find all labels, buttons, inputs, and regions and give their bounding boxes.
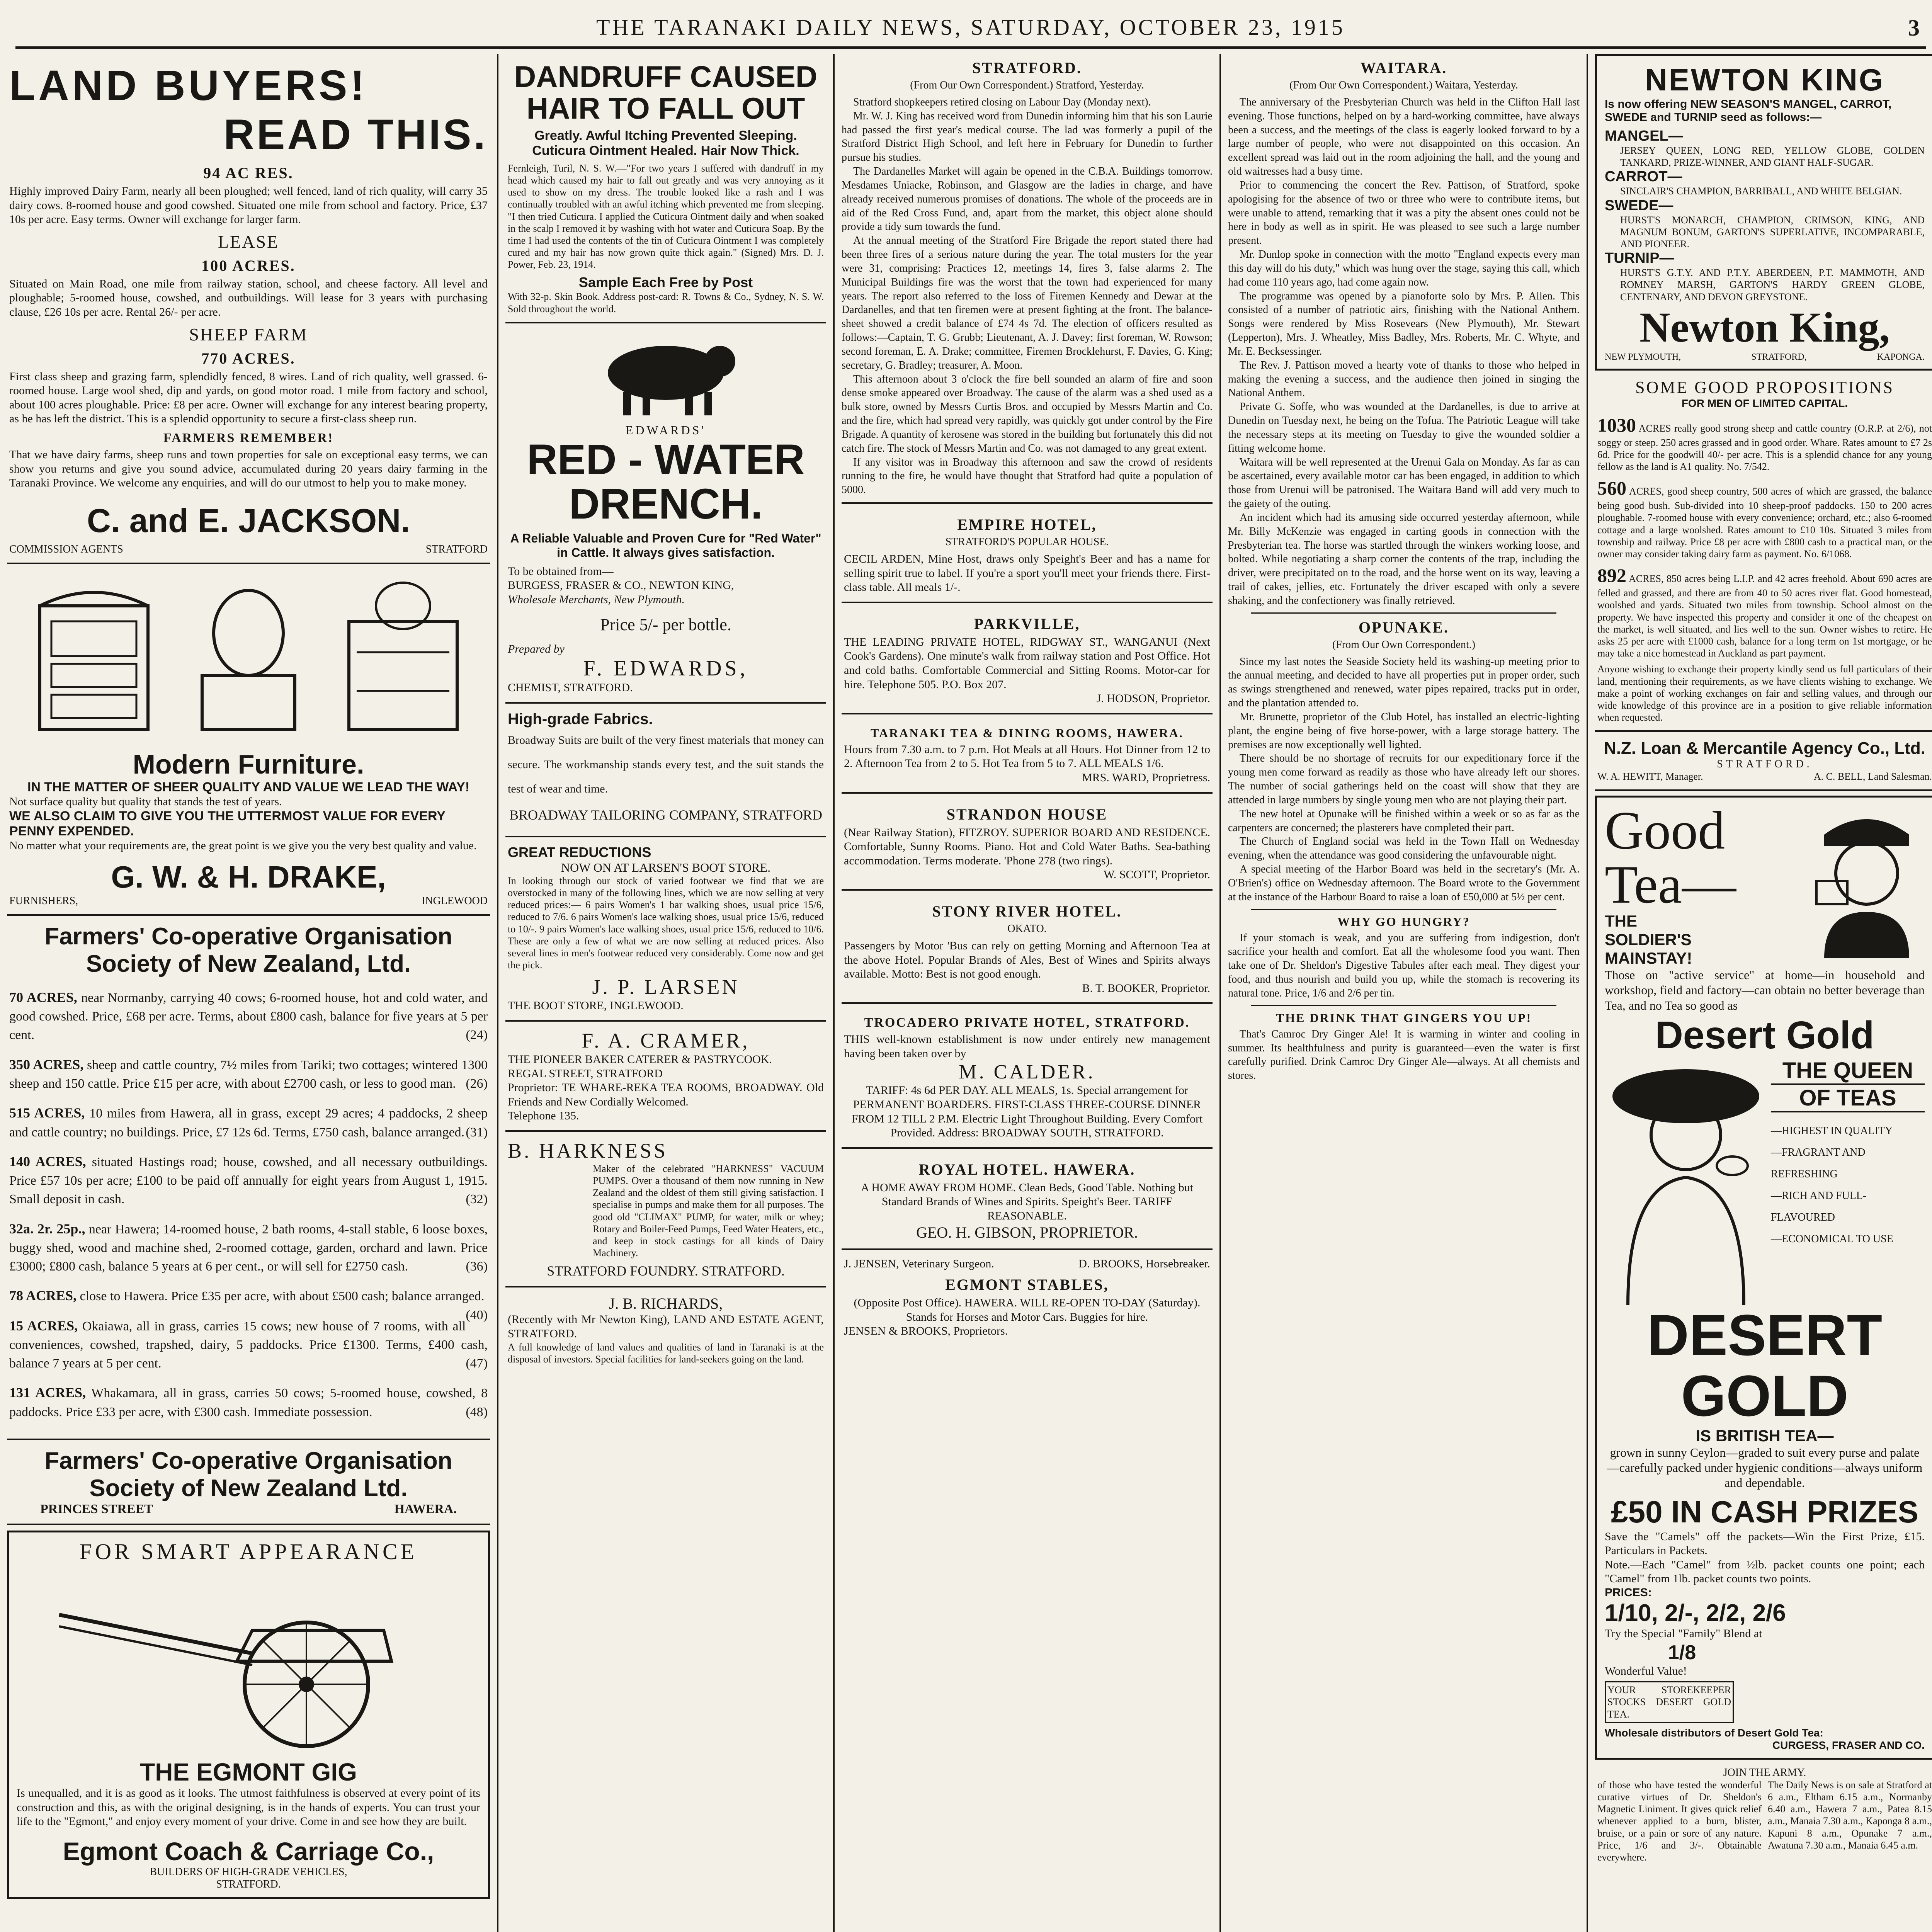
- remember-head: FARMERS REMEMBER!: [163, 430, 334, 445]
- lease-acres: 100 ACRES.: [201, 257, 296, 274]
- trocadero-owner: M. CALDER.: [959, 1061, 1095, 1083]
- prop-head: SOME GOOD PROPOSITIONS: [1635, 378, 1894, 397]
- tea-body: Those on "active service" at home—in household and workshop, field and factory—can obtain no better beverage than Tea, and no Tea so good as: [1605, 968, 1925, 1012]
- prop-footer: Anyone wishing to exchange their property kindly send us full particulars of their land, mentioning their requirements, as we have clients wishing to exchange. We make a point of working exchanges on fair and selling values, and through our wide knowledge of this province are in a position to give reliable information when requested.: [1597, 663, 1932, 723]
- tea-rooms-name: TARANAKI TEA & DINING ROOMS, HAWERA.: [871, 726, 1184, 740]
- drench-head: RED - WATER DRENCH.: [527, 435, 805, 528]
- drench-from: To be obtained from—: [508, 565, 614, 578]
- army-body: of those who have tested the wonderful curative virtues of Dr. Sheldon's Magnetic Liniment. It gives quick relief whenever applied to a burn, blister, bruise, or a pain or sore of any nature. Price, 1/6 and 3/-. Obtainable everywhere.: [1597, 1779, 1762, 1863]
- proposition-acres: 892: [1597, 565, 1626, 587]
- tea-point-1: —HIGHEST IN QUALITY: [1771, 1124, 1893, 1137]
- stony-body: Passengers by Motor 'Bus can rely on getting Morning and Afternoon Tea at the above Hotel. Popular Brands of Ales, Best of Wines and Spirits always available. Motto: Best is not good enough.: [844, 939, 1210, 981]
- strandon-prop: W. SCOTT, Proprietor.: [1104, 868, 1210, 881]
- taranaki-tea-rooms-ad: [842, 714, 1213, 794]
- fabrics-body: Broadway Suits are built of the very finest materials that money can secure. The workmanship stands every test, and the suit stands the test of wear and time.: [508, 733, 824, 795]
- listing-item: [9, 1316, 488, 1373]
- news-paragraph: The Dardanelles Market will again be opened in the C.B.A. Buildings tomorrow. Mesdames Uniacke, Robinson, and Glasgow are the ladies in charge, and have already received numerous promises of donations. The whole of the proceeds are in aid of the Red Cross Fund, and, apart from the market, this object alone should provide a tidy sum towards the fund.: [842, 165, 1213, 233]
- coop2-addr-b: HAWERA.: [394, 1502, 457, 1516]
- furniture-head: Modern Furniture.: [133, 749, 364, 779]
- news-paragraph: The programme was opened by a pianoforte solo by Mrs. P. Allen. This consisted of a number of patriotic airs, finishing with the National Anthem. Songs were rendered by Miss Rosevears (New Plymouth), Mr. Stewart (Lepperton), Mrs. J. Wheatley, Miss Badley, Mrs. Roberts, Mr. C. Whyte, and Mr. E. Becksessinger.: [1228, 290, 1580, 357]
- drench-chemist-sub: CHEMIST, STRATFORD.: [508, 681, 633, 694]
- listing-list: [9, 988, 488, 1422]
- proposition-acres: 560: [1597, 477, 1626, 499]
- furniture-line-3: WE ALSO CLAIM TO GIVE YOU THE UTTERMOST VALUE FOR EVERY PENNY EXPENDED.: [9, 809, 446, 839]
- gig-body: Is unequalled, and it is as good as it looks. The utmost faithfulness is observed at every point of its construction and this, as with the original designing, is in the hands of experts. You can trust your life to the "Egmont," and enjoy every moment of your drive. Come in and see how they are built.: [17, 1786, 480, 1828]
- tea-prices: 1/10, 2/-, 2/2, 2/6: [1605, 1600, 1786, 1626]
- opunake-article: [1228, 655, 1580, 904]
- dandruff-head: DANDRUFF CAUSED HAIR TO FALL OUT: [514, 60, 818, 125]
- stony-prop: B. T. BOOKER, Proprietor.: [1082, 981, 1210, 995]
- army-liniment-ad: [1595, 1760, 1932, 1870]
- tea-wonder: Wonderful Value!: [1605, 1664, 1687, 1677]
- tea-note: Note.—Each "Camel" from ½lb. packet counts one point; each "Camel" from 1lb. packet counts two points.: [1605, 1558, 1925, 1585]
- red-water-drench-ad: [505, 323, 826, 704]
- land-title-b: READ THIS.: [223, 111, 488, 158]
- coop2-addr-a: PRINCES STREET: [40, 1502, 153, 1516]
- stables-vet: J. JENSEN, Veterinary Surgeon.: [844, 1257, 994, 1270]
- listing-title: 515 ACRES,: [9, 1105, 85, 1121]
- tea-save: Save the "Camels" off the packets—Win the First Prize, £15. Particulars in Packets.: [1605, 1530, 1925, 1557]
- listing-item: [9, 1286, 488, 1322]
- fabrics-head: High-grade Fabrics.: [508, 710, 653, 728]
- listing-ref: (24): [466, 1028, 488, 1043]
- drench-agents: BURGESS, FRASER & CO., NEWTON KING,: [508, 579, 734, 592]
- news-paragraph: This afternoon about 3 o'clock the fire bell sounded an alarm of fire and soon dense smoke appeared over Broadway. The cause of the alarm was a shed used as a bulk store, owned by Messrs Curtis Bros. and occupied by Messrs Martin and Co. and the fire, which had spread very rapidly, was quickly got under control by the Fire Brigade. A quantity of kerosene was stored in the building but fortunately this did not catch fire. The stock of Messrs Martin and Co. was not damaged to any great extent.: [842, 373, 1213, 454]
- daily-news-notice: The Daily News is on sale at Stratford at 6 a.m., Eltham 6.15 a.m., Normanby 6.40 a.m., Hawera 7 a.m., Patea 8.15 a.m., Manaia 7.30 a.m., Kaponga 8 a.m., Kapuni 8 a.m., Opunake 7 a.m., Awatuna 7.30 a.m., Manaia 6.45 a.m.: [1768, 1779, 1932, 1851]
- column-ads-right: [1588, 54, 1932, 1932]
- news-paragraph: If any visitor was in Broadway this afternoon and saw the crowd of residents running to the fire, he would have thought that Stratford had quite a population of 5000.: [842, 456, 1213, 496]
- strandon-house-ad: [842, 794, 1213, 891]
- listing-title: 131 ACRES,: [9, 1385, 86, 1401]
- tea-mainstay-a: THE: [1605, 912, 1637, 930]
- proposition-acres: 1030: [1597, 414, 1636, 436]
- coop-head-2: Society of New Zealand, Ltd.: [86, 950, 411, 977]
- coop-listings-ad: [7, 916, 490, 1440]
- dandruff-sub: Greatly. Awful Itching Prevented Sleeping. Cuticura Ointment Healed. Hair Now Thick.: [532, 128, 799, 158]
- tea-point-2: —FRAGRANT AND REFRESHING: [1771, 1146, 1866, 1180]
- richards-name: J. B. RICHARDS,: [609, 1295, 723, 1313]
- listing-text: near Hawera; 14-roomed house, 2 bath rooms, 4-stall stable, 6 loose boxes, buggy shed, wood and machine shed, 2-roomed cottage, garden, orchard and lawn. Price £3000; £800 cash, balance 5 years at 6 per cent., or will sell for £2750 cash.: [9, 1222, 488, 1274]
- tea-point-3: —RICH AND FULL-FLAVOURED: [1771, 1189, 1867, 1223]
- tea-dg: Desert Gold: [1655, 1013, 1874, 1057]
- masthead-title: THE TARANAKI DAILY NEWS, SATURDAY, OCTOBER 23, 1915: [596, 14, 1345, 40]
- trocadero-tariff: TARIFF: 4s 6d PER DAY. ALL MEALS, 1s. Special arrangement for PERMANENT BOARDERS. FIRST-CLASS THREE-COURSE DINNER FROM 12 TILL 2 P.M. Electric Light Throughout Building. Every Comfort Provided. Address: BROADWAY SOUTH, STRATFORD.: [851, 1084, 1203, 1139]
- parkville-name: PARKVILLE,: [974, 615, 1080, 633]
- cramer-body: Proprietor: TE WHARE-REKA TEA ROOMS, BROADWAY. Old Friends and New Cordially Welcomed.: [508, 1081, 824, 1108]
- royal-body: A HOME AWAY FROM HOME. Clean Beds, Good Table. Nothing but Standard Brands of Wines and Spirits. Speight's Beer. TARIFF REASONABLE.: [861, 1181, 1194, 1223]
- lease-body: Situated on Main Road, one mile from railway station, school, and cheese factory. All level and ploughable; 5-roomed house, cowshed, and outbuildings. Will lease for 3 years with purchasing clause, £26 10s per acre. Rental 26/- per acre.: [9, 277, 488, 318]
- harkness-body: Maker of the celebrated "HARKNESS" VACUUM PUMPS. Over a thousand of them now running in New Zealand and the oldest of them still giving satisfaction. I specialise in pumps and make them for all purposes. The good old "CLIMAX" PUMP, for water, milk or whey; Rotary and Boiler-Feed Pumps, Feed Water Heaters, etc., and keep in stock castings for all kinds of Dairy Machinery.: [593, 1163, 824, 1259]
- nk-head: NEWTON KING: [1645, 63, 1885, 97]
- parkville-ad: [842, 603, 1213, 714]
- proposition-item: [1597, 476, 1932, 560]
- nk-turnip-list: HURST'S G.T.Y. AND P.T.Y. ABERDEEN, P.T. MAMMOTH, AND ROMNEY MARSH, GARTON'S HARDY GREEN GLOBE, CENTENARY, AND DEVON GREYSTONE.: [1620, 267, 1925, 303]
- listing-ref: (40): [466, 1308, 488, 1322]
- loan-name: N.Z. Loan & Mercantile Agency Co., Ltd.: [1604, 739, 1925, 758]
- tea-mainstay-c: MAINSTAY!: [1605, 949, 1692, 968]
- news-paragraph: The anniversary of the Presbyterian Church was held in the Clifton Hall last evening. Those functions, helped on by a hard-working committee, have always been a success, and the meetings of the class is eagerly looked forward to by a large number of people, who were not disappointed on this occasion. An excellent spread was laid out in the room adjoining the hall, and the young and old waitresses had a busy time.: [1228, 96, 1580, 178]
- cramer-tel: Telephone 135.: [508, 1109, 579, 1122]
- nk-carrot-list: SINCLAIR'S CHAMPION, BARRIBALL, AND WHITE BELGIAN.: [1620, 185, 1902, 197]
- nk-turnip: TURNIP—: [1605, 250, 1674, 267]
- trocadero-body: THIS well-known establishment is now under entirely new management having been taken over by: [844, 1033, 1210, 1060]
- tea-family: Try the Special "Family" Blend at: [1605, 1627, 1762, 1640]
- stony-river-hotel-ad: [842, 891, 1213, 1004]
- jackson-name: C. and E. JACKSON.: [87, 502, 410, 539]
- empire-sub: STRATFORD'S POPULAR HOUSE.: [945, 536, 1109, 548]
- farm1-head: 94 AC RES.: [203, 164, 294, 182]
- empire-body: CECIL ARDEN, Mine Host, draws only Speight's Beer and has a name for selling spirit true to label. If you're a sport you'll meet your friends there. First-class table. All meals 1/-.: [844, 553, 1210, 594]
- egmont-gig-ad: [7, 1531, 490, 1899]
- nk-sign: Newton King,: [1639, 303, 1890, 351]
- listing-ref: (36): [466, 1259, 488, 1274]
- drake-line-a: FURNISHERS,: [9, 895, 78, 907]
- empire-name: EMPIRE HOTEL,: [957, 516, 1097, 534]
- stony-town: OKATO.: [1007, 922, 1047, 935]
- tea-point-4: —ECONOMICAL TO USE: [1771, 1233, 1893, 1245]
- stables-prop: JENSEN & BROOKS, Proprietors.: [844, 1325, 1008, 1338]
- dandruff-body: Fernleigh, Turil, N. S. W.—"For two years I suffered with dandruff in my head which caused my hair to fall out greatly and was very annoying as it used to show on my dress. The trouble looked like a rash and I was continually troubled with an awful itching which prevented me from sleeping. "I then tried Cuticura. I applied the Cuticura Ointment daily and when soaked in the scalp I removed it by washing with hot water and Cuticura Soap. By the time I had used the contents of the tin of Cuticura Ointment I was completely cured and my hair has now grown quite thick again." (Signed) Mrs. D. J. Power, Feb. 23, 1914.: [508, 162, 824, 270]
- drench-agents-2: Wholesale Merchants, New Plymouth.: [508, 593, 685, 606]
- nk-town-3: KAPONGA.: [1877, 352, 1925, 362]
- listing-text: 10 miles from Hawera, all in grass, except 29 acres; 4 paddocks, 2 sheep and cattle country; no buildings. Price, £7 12s 6d. Terms, £750 cash, balance arranged.: [9, 1106, 488, 1139]
- tea-ceylon: grown in sunny Ceylon—graded to suit every purse and palate—carefully packed under hygienic conditions—always uniform and dependable.: [1607, 1445, 1923, 1490]
- news-paragraph: A special meeting of the Harbor Board was held in the secretary's (Mr. A. O'Brien's) office on Wednesday afternoon. The Board wrote to the Government at the instance of the Harbour Board to raise a loan of £50,000 at 5½ per cent.: [1228, 863, 1580, 903]
- gig-top: FOR SMART APPEARANCE: [79, 1539, 418, 1564]
- coop-head-1: Farmers' Co-operative Organisation: [44, 923, 452, 950]
- listing-item: [9, 1219, 488, 1276]
- gig-illustration-icon: [36, 1568, 461, 1754]
- reduction-body: In looking through our stock of varied footwear we find that we are overstocked in many of the following lines, which we are now selling at very reduced prices:— 6 pairs Women's 1 bar walking shoes, usual price 15/6, reduced to 7/6. 6 pairs Women's lace walking shoes, usual price 15/6, reduced to 10/-. 9 pairs Women's lace walking shoes, usual price 15/6, reduced to 10/6. These are only a few of what we are now selling at reduced prices. Also several lines in men's footwear reduced very considerably. Come now and get the pick.: [508, 875, 824, 971]
- furniture-line-1: IN THE MATTER OF SHEER QUALITY AND VALUE WE LEAD THE WAY!: [27, 779, 470, 794]
- listing-item: [9, 1103, 488, 1142]
- opunake-head: OPUNAKE.: [1359, 618, 1449, 636]
- sheep-head: SHEEP FARM: [189, 324, 308, 344]
- listing-ref: (32): [466, 1192, 488, 1207]
- opunake-sub: (From Our Own Correspondent.): [1332, 638, 1476, 651]
- page-number: 3: [1908, 15, 1922, 41]
- larsen-sub: THE BOOT STORE, INGLEWOOD.: [508, 999, 684, 1012]
- listing-title: 78 ACRES,: [9, 1288, 77, 1304]
- tea-good: Good Tea—: [1605, 801, 1736, 915]
- listing-text: Okaiawa, all in grass, carries 15 cows; new house of 7 rooms, with all conveniences, cowshed, trapshed, dairy, 5 paddocks. Price £1300. Terms, £400 cash, balance 7 years at 5 per cent.: [9, 1319, 488, 1371]
- soldier-illustration-icon: [1809, 804, 1925, 958]
- tea-wholesale: Wholesale distributors of Desert Gold Tea:: [1605, 1726, 1823, 1739]
- dandruff-offer-body: With 32-p. Skin Book. Address post-card: R. Towns & Co., Sydney, N. S. W. Sold throughout the world.: [508, 291, 824, 315]
- royal-hotel-ad: [842, 1149, 1213, 1250]
- harkness-ad: [505, 1132, 826, 1288]
- larsen-boots-ad: [505, 837, 826, 1022]
- parkville-prop: J. HODSON, Proprietor.: [1096, 692, 1210, 705]
- nk-town-1: NEW PLYMOUTH,: [1605, 352, 1681, 362]
- tea-rooms-prop: MRS. WARD, Proprietress.: [1082, 771, 1210, 784]
- listing-title: 15 ACRES,: [9, 1318, 78, 1333]
- richards-ad: [505, 1287, 826, 1372]
- listing-title: 350 ACRES,: [9, 1056, 84, 1072]
- listing-ref: (26): [466, 1076, 488, 1091]
- stratford-article: [842, 95, 1213, 497]
- nk-mangel: MANGEL—: [1605, 128, 1683, 144]
- waitara-head: WAITARA.: [1360, 59, 1447, 77]
- larsen-name: J. P. LARSEN: [592, 975, 740, 999]
- harkness-name: B. HARKNESS: [508, 1139, 668, 1162]
- proposition-item: [1597, 413, 1932, 473]
- bull-icon: [588, 334, 743, 419]
- coop2-head-2: Society of New Zealand Ltd.: [89, 1475, 408, 1502]
- listing-title: 140 ACRES,: [9, 1153, 86, 1169]
- cramer-sub: THE PIONEER BAKER CATERER & PASTRYCOOK.: [508, 1053, 772, 1066]
- lady-tea-illustration-icon: [1605, 1058, 1767, 1305]
- nz-loan-ad: [1595, 732, 1932, 791]
- cuticura-ad: [505, 54, 826, 323]
- broadway-tailoring-ad: [505, 704, 826, 837]
- loan-salesman: A. C. BELL, Land Salesman.: [1813, 771, 1932, 782]
- nk-intro: Is now offering NEW SEASON'S MANGEL, CARROT, SWEDE and TURNIP seed as follows:—: [1605, 98, 1892, 124]
- royal-prop: GEO. H. GIBSON, PROPRIETOR.: [916, 1223, 1138, 1241]
- proposition-item: [1597, 564, 1932, 659]
- gig-firm: Egmont Coach & Carriage Co.,: [63, 1837, 434, 1866]
- waitara-article: [1228, 95, 1580, 608]
- prop-sub: FOR MEN OF LIMITED CAPITAL.: [1681, 397, 1848, 409]
- desert-gold-tea-ad: [1595, 796, 1932, 1759]
- news-paragraph: An incident which had its amusing side occurred yesterday afternoon, while Mr. Billy McKenzie was engaged in carting goods in connection with the Presbyterian tea. The horse was startled through the winkers working loose, and bolted. While negotiating a sharp corner the contents of the trap, including the driver, were precipitated on to the road, and the horse went on its way, leaving a trail of cakes, jellies, etc. Fortunately the driver escaped with only a severe shaking, and the confectionery was finally retrieved.: [1228, 511, 1580, 607]
- listing-ref: (48): [466, 1405, 488, 1419]
- hungry-body: If your stomach is weak, and you are suffering from indigestion, don't sacrifice your health and comfort. Eat all the wholesome food you want. Then take one of Dr. Sheldon's Digestive Tabules after each meal. They digest your food, and thus nourish and build you up, while the stomach is recovering its natural tone. Price, 1/6 and 2/6 per tin.: [1228, 932, 1580, 999]
- furniture-line-4: No matter what your requirements are, the great point is we give you the very best quality and value.: [9, 839, 477, 852]
- news-paragraph: The Church of England social was held in the Town Hall on Wednesday evening, when the attendance was good considering the unfavourable night.: [1228, 835, 1580, 862]
- tea-rooms-body: Hours from 7.30 a.m. to 7 p.m. Hot Meals at all Hours. Hot Dinner from 12 to 2. Afternoon Tea from 2 to 5. Hot Tea from 5 to 7. ALL MEALS 1/6.: [844, 743, 1210, 770]
- tea-dg-big: DESERT GOLD: [1647, 1302, 1883, 1429]
- news-paragraph: Mr. W. J. King has received word from Dunedin informing him that his son Laurie had passed the first year's medical course. The lad was formerly a pupil of the Stratford District High School, and left here in February for Dunedin to further pursue his studies.: [842, 110, 1213, 164]
- jackson-line-b: STRATFORD: [425, 543, 488, 555]
- royal-name: ROYAL HOTEL. HAWERA.: [918, 1160, 1136, 1178]
- news-paragraph: Mr. Dunlop spoke in connection with the motto "England expects every man this day will do his duty," which was hung over the stage, saying this call, which had come 110 years ago, had come again now.: [1228, 248, 1580, 288]
- listing-text: near Normanby, carrying 40 cows; 6-roomed house, hot and cold water, and good cowshed. Price, £68 per acre. Terms, about £800 cash, balance for five years at 5 per cent.: [9, 990, 488, 1043]
- richards-sub: (Recently with Mr Newton King), LAND AND ESTATE AGENT, STRATFORD.: [508, 1313, 824, 1340]
- remember-body: That we have dairy farms, sheep runs and town properties for sale on exceptional easy terms, we can show you returns and give you sound advice, accumulated during 20 years dairy farming in the Taranaki Province. We welcome any enquiries, and will do our utmost to help you to make money.: [9, 448, 488, 490]
- reduction-head: GREAT REDUCTIONS: [508, 844, 651, 860]
- sheep-acres: 770 ACRES.: [201, 349, 296, 367]
- drench-chemist: F. EDWARDS,: [583, 656, 748, 681]
- nk-town-2: STRATFORD,: [1751, 352, 1807, 362]
- harkness-firm: STRATFORD FOUNDRY. STRATFORD.: [547, 1263, 785, 1279]
- listing-item: [9, 1055, 488, 1094]
- furniture-line-2: Not surface quality but quality that stands the test of years.: [9, 795, 282, 808]
- dandruff-offer: Sample Each Free by Post: [578, 274, 753, 291]
- news-paragraph: The new hotel at Opunake will be finished within a week or so as far as the carpenters are concerned; the plasterers have completed their part.: [1228, 808, 1580, 834]
- strandon-name: STRANDON HOUSE: [946, 805, 1108, 823]
- proposition-text: ACRES really good strong sheep and cattle country (O.R.P. at 2/6), not soggy or steep. 250 acres grassed and in good order. Whare. Rates amount to £7 2s 6d. Price for the goodwill 40/- per acre. This is a splendid chance for any young fellow as the land is A1 quality. No. 7/542.: [1597, 422, 1932, 473]
- farm1-body: Highly improved Dairy Farm, nearly all been ploughed; well fenced, land of rich quality, will carry 35 dairy cows. 8-roomed house and good cowshed. Situated one mile from school and factory. Price, £37 10s per acre. Easy terms. Owner will exchange for larger farm.: [9, 185, 488, 226]
- masthead: [15, 8, 1926, 49]
- prop-list: [1597, 413, 1932, 660]
- parkville-body: THE LEADING PRIVATE HOTEL, RIDGWAY ST., WANGANUI (Next Cook's Gardens). One minute's walk from railway station and Post Office. Hot and cold baths. Comfortable Commercial and Sitting Rooms. Motor-car for hire. Telephone 505. P.O. Box 207.: [844, 635, 1210, 691]
- trocadero-hotel-ad: [842, 1004, 1213, 1149]
- news-paragraph: The Rev. J. Pattison moved a hearty vote of thanks to those who helped in making the evening a success, and the audience then joined in singing the National Anthem.: [1228, 359, 1580, 399]
- furniture-illustration-icon: [17, 575, 480, 745]
- strandon-body: (Near Railway Station), FITZROY. SUPERIOR BOARD AND RESIDENCE. Comfortable, Sunny Rooms. Piano. Hot and Cold Water Baths. Sea-bathing accommodation. Terms moderate. 'Phone 278 (two rings).: [844, 826, 1210, 867]
- coop-address-ad: [7, 1440, 490, 1525]
- news-paragraph: Prior to commencing the concert the Rev. Pattison, of Stratford, spoke apologising for the absence of two or three who were to contribute items, but were unable to attend, remarking that it was a pity the absent ones could not be here in body as well as in spirit. He was pleased to see such a large number present.: [1228, 179, 1580, 247]
- nk-carrot: CARROT—: [1605, 168, 1682, 185]
- nk-swede-list: HURST'S MONARCH, CHAMPION, CRIMSON, KING, AND MAGNUM BONUM, GARTON'S SUPERLATIVE, INCOMPARABLE, AND PIONEER.: [1620, 214, 1925, 250]
- listing-text: Whakamara, all in grass, carries 50 cows; 5-roomed house, cowshed, 8 paddocks. Price £33 per acre, with £300 cash. Immediate possession.: [9, 1386, 488, 1419]
- coop2-head-1: Farmers' Co-operative Organisation: [44, 1447, 452, 1474]
- news-paragraph: Since my last notes the Seaside Society held its washing-up meeting prior to the annual meeting, and decided to have all properties put in proper order, such as swings strengthened and renewed, water pipes repaired, tracks put in order, and the plantation attended to.: [1228, 655, 1580, 709]
- empire-hotel-ad: [842, 502, 1213, 603]
- drench-price: Price 5/- per bottle.: [600, 615, 731, 634]
- proposition-text: ACRES, 850 acres being L.I.P. and 42 acres freehold. About 690 acres are felled and grassed, and there are from 40 to 50 acres river flat. Good homestead, woolshed and yards. Situated two miles from township. School almost on the property. We have inspected this property and consider it one of the cheapest on the market, is well situated, and lies well to the sun. Owner wishes to retire. He asks 25 per acre with £1000 cash, balance for a long term on 1st mortgage, or he may take a nice homestead in Auckland as part payment.: [1597, 573, 1932, 659]
- tea-prizes: £50 IN CASH PRIZES: [1611, 1494, 1918, 1529]
- hungry-head: WHY GO HUNGRY?: [1337, 914, 1470, 929]
- news-paragraph: Mr. Brunette, proprietor of the Club Hotel, has installed an electric-lighting plant, the engine being of five horse-power, with a large storage battery. The premises are now exceptionally well lighted.: [1228, 711, 1580, 751]
- loan-manager: W. A. HEWITT, Manager.: [1597, 771, 1703, 782]
- tea-british: IS BRITISH TEA—: [1696, 1426, 1834, 1445]
- army-head: JOIN THE ARMY.: [1723, 1766, 1806, 1779]
- land-title-a: LAND BUYERS!: [9, 62, 368, 109]
- egmont-stables-ad: [842, 1250, 1213, 1345]
- cramer-addr: REGAL STREET, STRATFORD: [508, 1067, 663, 1080]
- gig-firm-sub: BUILDERS OF HIGH-GRADE VEHICLES,: [150, 1866, 347, 1878]
- tea-prices-label: PRICES:: [1605, 1586, 1652, 1599]
- reduction-sub: NOW ON AT LARSEN'S BOOT STORE.: [561, 860, 771, 874]
- ginger-body: That's Camroc Dry Ginger Ale! It is warming in winter and cooling in summer. Its healthfulness and purity is guaranteed—even the water is first carefully purified. Drink Camroc Dry Ginger Ale—always. At all chemists and stores.: [1228, 1028, 1580, 1082]
- stables-name: EGMONT STABLES,: [945, 1276, 1109, 1294]
- fabrics-firm: BROADWAY TAILORING COMPANY, STRATFORD: [509, 807, 822, 823]
- edwards-tag: EDWARDS': [625, 423, 706, 437]
- listing-text: situated Hastings road; house, cowshed, and all necessary outbuildings. Price £57 10s per acre; £100 to be paid off annually for eight years from August 1, 1915. Small deposit in cash.: [9, 1155, 488, 1207]
- sheep-body: First class sheep and grazing farm, splendidly fenced, 8 wires. Land of rich quality, well grassed. 6-roomed house. Large wool shed, dip and yards, on good motor road. 1 mile from factory and school, about 100 acres ploughable. Price: £8 per acre. Owner will exchange for any interest bearing property, as he has left the district. This is a splendid opportunity to secure a first-class sheep run.: [9, 370, 488, 425]
- news-paragraph: Stratford shopkeepers retired closing on Labour Day (Monday next).: [853, 96, 1151, 108]
- listing-text: close to Hawera. Price £35 per acre, with about £500 cash; balance arranged.: [80, 1289, 485, 1304]
- newton-king-ad: [1595, 54, 1932, 371]
- listing-item: [9, 1152, 488, 1209]
- waitara-sub: (From Our Own Correspondent.) Waitara, Yesterday.: [1289, 79, 1518, 91]
- nk-swede: SWEDE—: [1605, 197, 1673, 214]
- tea-distributor: CURGESS, FRASER AND CO.: [1772, 1739, 1925, 1751]
- tea-family-price: 1/8: [1668, 1641, 1696, 1664]
- cramer-name: F. A. CRAMER,: [582, 1029, 750, 1052]
- listing-ref: (47): [466, 1356, 488, 1371]
- stables-body: (Opposite Post Office). HAWERA. WILL RE-OPEN TO-DAY (Saturday). Stands for Horses and Motor Cars. Buggies for hire.: [854, 1296, 1201, 1323]
- news-paragraph: At the annual meeting of the Stratford Fire Brigade the report stated there had been three fires of a serious nature during the year. The total musters for the year were 31, comprising: Practices 12, meetings 14, fires 3, false alarms 2. The Municipal Buildings fire was the worst that the town had experienced for many years. The report also referred to the loss of Firemen Kennedy and Dewar at the Dardanelles, and that ten firemen were at present fighting at the front. The balance-sheet showed a credit balance of £74 4s 7d. The election of officers resulted as follows:—Captain, T. G. Grubb; Lieutenant, A. J. Davey; first foreman, W. Rowson; second foreman, E. A. Drake; committee, Firemen Brocklehurst, F. Davies, G. King; secretary, G. Bradley; treasurer, A. Moon.: [842, 235, 1213, 371]
- gig-name: THE EGMONT GIG: [140, 1758, 357, 1786]
- listing-title: 70 ACRES,: [9, 989, 77, 1005]
- stony-name: STONY RIVER HOTEL.: [932, 902, 1122, 920]
- trocadero-name: TROCADERO PRIVATE HOTEL, STRATFORD.: [864, 1015, 1190, 1030]
- jackson-line-a: COMMISSION AGENTS: [9, 543, 123, 555]
- drench-prep: Prepared by: [508, 642, 565, 655]
- listing-text: sheep and cattle country, 7½ miles from Tariki; two cottages; wintered 1300 sheep and 150 cattle. Price £15 per acre, with about £2700 cash, or less to good man.: [9, 1058, 488, 1091]
- news-paragraph: Private G. Soffe, who was wounded at the Dardanelles, is due to arrive at Dunedin on Tuesday next, he being on the Tofua. The Patriotic League will take the necessary steps at its meeting on Tuesday to give the wounded soldier a fitting welcome home.: [1228, 401, 1580, 454]
- tea-store: YOUR STOREKEEPER STOCKS DESERT GOLD TEA.: [1605, 1681, 1734, 1723]
- tea-mainstay-b: SOLDIER'S: [1605, 930, 1692, 949]
- stratford-sub: (From Our Own Correspondent.) Stratford, Yesterday.: [910, 79, 1144, 91]
- column-land-adverts: [0, 54, 498, 1932]
- loan-town: STRATFORD.: [1717, 758, 1813, 770]
- column-small-ads: [498, 54, 835, 1932]
- tea-queen-b: OF TEAS: [1771, 1085, 1925, 1112]
- cramer-ad: [505, 1022, 826, 1132]
- proposition-text: ACRES, good sheep country, 500 acres of which are grassed, the balance being good bush. Sub-divided into 10 sheep-proof paddocks. 150 to 200 acres ploughable. 7-roomed house with every convenience; orchard, etc.; also 6-roomed cottage and a large woolshed. Rates amount to £10 10s. Situated 3 miles from township and railway. Price £8 per acre with £800 cash to a practical man, or the owner may consider taking dairy farm as payment. No. 6/1068.: [1597, 486, 1932, 560]
- drake-line-b: INGLEWOOD: [421, 895, 488, 907]
- nk-mangel-list: JERSEY QUEEN, LONG RED, YELLOW GLOBE, GOLDEN TANKARD, PRIZE-WINNER, AND GIANT HALF-SUGAR.: [1620, 145, 1925, 168]
- ginger-head: THE DRINK THAT GINGERS YOU UP!: [1276, 1010, 1532, 1025]
- listing-ref: (31): [466, 1125, 488, 1139]
- lease-head: LEASE: [218, 231, 279, 252]
- listing-title: 32a. 2r. 25p.,: [9, 1221, 85, 1236]
- propositions-ad: [1595, 371, 1932, 732]
- stables-breaker: D. BROOKS, Horsebreaker.: [1078, 1257, 1210, 1270]
- column-stratford-news: [835, 54, 1221, 1932]
- news-paragraph: Waitara will be well represented at the Urenui Gala on Monday. As far as can be ascertained, every available motor car has been engaged, in addition to which those from Urenui will be patronised. The Waitara Band will add very much to the gaiety of the outing.: [1228, 456, 1580, 510]
- drench-sub: A Reliable Valuable and Proven Cure for "Red Water" in Cattle. It always gives satisfaction.: [510, 531, 821, 560]
- richards-body: A full knowledge of land values and qualities of land in Taranaki is at the disposal of investors. Special facilities for land-seekers going on the land.: [508, 1341, 824, 1365]
- stratford-head: STRATFORD.: [972, 59, 1082, 77]
- news-paragraph: There should be no shortage of recruits for our expeditionary force if the young men come forward as readily as those who have already left our shores. The number of social gatherings held on the coast will show that they are attended in large numbers by single young men who are not playing their part.: [1228, 752, 1580, 806]
- furniture-ad: [7, 564, 490, 916]
- column-waitara-news: [1221, 54, 1588, 1932]
- drake-name: G. W. & H. DRAKE,: [111, 859, 386, 894]
- listing-item: [9, 988, 488, 1045]
- gig-firm-town: STRATFORD.: [216, 1878, 281, 1890]
- listing-item: [9, 1383, 488, 1422]
- land-buyers-ad: [7, 54, 490, 564]
- tea-queen-a: THE QUEEN: [1771, 1058, 1925, 1085]
